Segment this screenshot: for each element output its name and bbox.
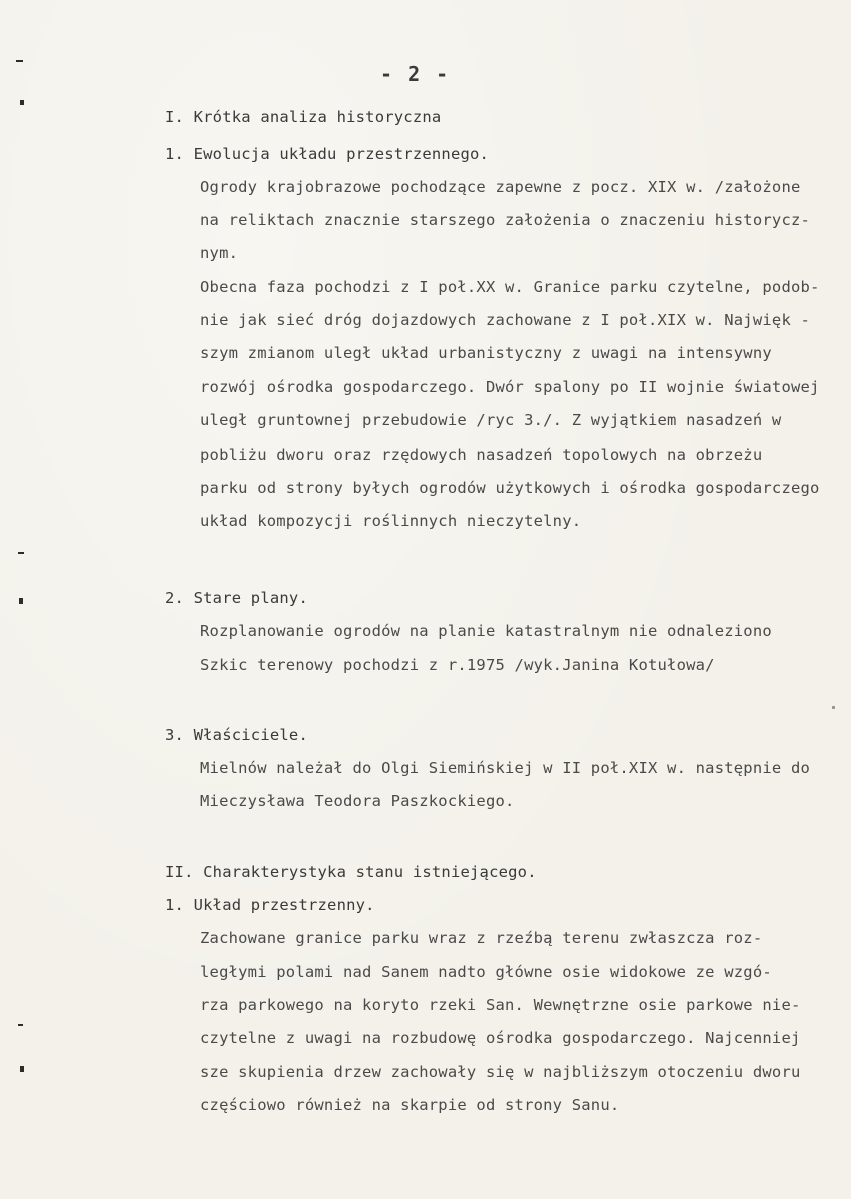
margin-mark-1 — [16, 60, 23, 62]
text-line: Mieczysława Teodora Paszkockiego. — [200, 792, 515, 810]
text-line: parku od strony byłych ogrodów użytkowych i ośrodka gospodarczego — [200, 479, 820, 497]
margin-mark-5 — [18, 1024, 23, 1026]
subsection-heading: 1. Ewolucja układu przestrzennego. — [165, 145, 490, 163]
text-line: rza parkowego na koryto rzeki San. Wewnętrzne osie parkowe nie- — [200, 996, 801, 1014]
text-line: uległ gruntownej przebudowie /ryc 3./. Z wyjątkiem nasadzeń w — [200, 411, 782, 429]
text-line: Ogrody krajobrazowe pochodzące zapewne z pocz. XIX w. /założone — [200, 178, 801, 196]
subsection-heading: 2. Stare plany. — [165, 589, 308, 607]
section-heading: II. Charakterystyka stanu istniejącego. — [165, 863, 537, 881]
text-line: czytelne z uwagi na rozbudowę ośrodka gospodarczego. Najcenniej — [200, 1029, 801, 1047]
text-line: sze skupienia drzew zachowały się w najbliższym otoczeniu dworu — [200, 1063, 801, 1081]
text-line: ległymi polami nad Sanem nadto główne osie widokowe ze wzgó- — [200, 963, 772, 981]
text-line: częściowo również na skarpie od strony Sanu. — [200, 1096, 620, 1114]
text-line: Mielnów należał do Olgi Siemińskiej w II poł.XIX w. następnie do — [200, 759, 811, 777]
text-line: szym zmianom uległ układ urbanistyczny z uwagi na intensywny — [200, 344, 772, 362]
subsection-heading: 3. Właściciele. — [165, 726, 308, 744]
subsection-heading: 1. Układ przestrzenny. — [165, 896, 375, 914]
text-line: układ kompozycji roślinnych nieczytelny. — [200, 512, 582, 530]
margin-mark-2 — [20, 100, 24, 105]
text-line: pobliżu dworu oraz rzędowych nasadzeń topolowych na obrzeżu — [200, 446, 763, 464]
margin-mark-6 — [20, 1066, 24, 1072]
text-line: na reliktach znacznie starszego założenia o znaczeniu historycz- — [200, 211, 811, 229]
margin-mark-3 — [18, 552, 24, 554]
text-line: Rozplanowanie ogrodów na planie katastralnym nie odnaleziono — [200, 622, 772, 640]
text-line: rozwój ośrodka gospodarczego. Dwór spalony po II wojnie światowej — [200, 378, 820, 396]
text-line: Zachowane granice parku wraz z rzeźbą terenu zwłaszcza roz- — [200, 929, 763, 947]
section-heading: I. Krótka analiza historyczna — [165, 108, 442, 126]
margin-mark-4 — [19, 598, 23, 604]
text-line: nie jak sieć dróg dojazdowych zachowane z I poł.XIX w. Najwięk - — [200, 311, 811, 329]
margin-mark-7 — [832, 706, 835, 709]
text-line: nym. — [200, 244, 239, 262]
text-line: Szkic terenowy pochodzi z r.1975 /wyk.Janina Kotułowa/ — [200, 656, 715, 674]
text-line: Obecna faza pochodzi z I poł.XX w. Granice parku czytelne, podob- — [200, 278, 820, 296]
page-number: - 2 - — [380, 62, 451, 86]
